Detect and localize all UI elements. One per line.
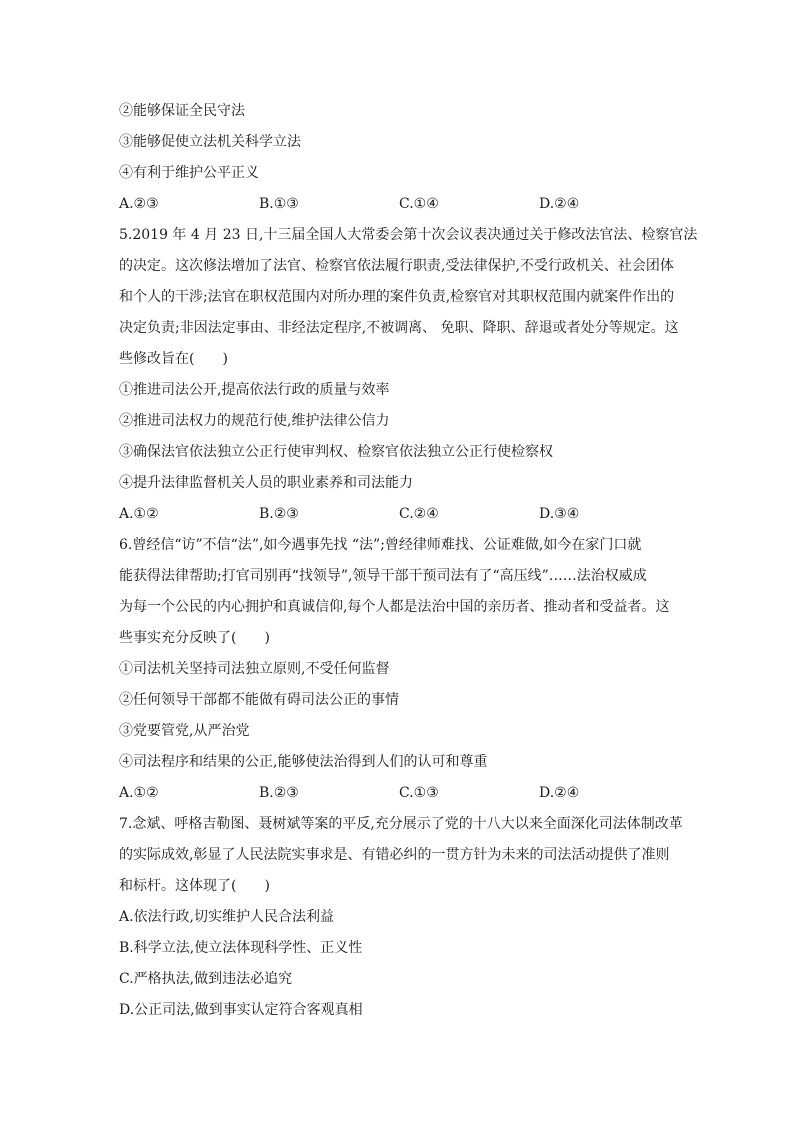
q6-option-a: A.①② [119,785,159,801]
q7-option-b: B.科学立法,使立法体现科学性、正义性 [119,940,363,956]
pre-options [119,189,679,220]
pre-item-3: ③能够促使立法机关科学立法 [119,134,301,150]
q5-option-b: B.②③ [259,506,299,522]
pre-option-d: D.②④ [539,196,580,212]
q5-stem-line: 和个人的干涉;法官在职权范围内对所办理的案件负责,检察官对其职权范围内就案件作出的 [119,289,675,305]
q7-stem [119,809,683,902]
q6-stem-line: 能获得法律帮助;打官司别再“找领导”,领导干部干预司法有了“高压线”……法治权威成 [119,568,647,584]
q7-stem-line: 的实际成效,彰显了人民法院实事求是、有错必纠的一贯方针为未来的司法活动提供了准则 [119,847,670,863]
q5-stem-line: 些修改旨在( ) [119,351,228,367]
q5-item-2: ②推进司法权力的规范行使,维护法律公信力 [119,413,390,429]
q6-option-c: C.①③ [399,785,439,801]
q6-option-b: B.②③ [259,785,299,801]
q7-stem-line: 和标杆。这体现了( ) [119,878,270,894]
document-page [119,96,698,1026]
q5-item-4: ④提升法律监督机关人员的职业素养和司法能力 [119,475,413,491]
q5-option-d: D.③④ [539,506,580,522]
q5-option-a: A.①② [119,506,159,522]
q5-stem-line: 的决定。这次修法增加了法官、检察官依法履行职责,受法律保护,不受行政机关、社会团体 [119,258,674,274]
q6-stem [119,530,679,654]
q6-stem-line: 为每一个公民的内心拥护和真诚信仰,每个人都是法治中国的亲历者、推动者和受益者。这 [119,599,670,615]
q6-item-1: ①司法机关坚持司法独立原则,不受任何监督 [119,661,390,677]
pre-option-b: B.①③ [259,196,299,212]
q5-stem-line: 5.2019 年 4 月 23 日,十三届全国人大常委会第十次会议表决通过关于修改法官法、检察官法 [119,227,698,243]
q6-stem-line: 些事实充分反映了( ) [119,630,270,646]
q7-stem-line: 7.念斌、呼格吉勒图、聂树斌等案的平反,充分展示了党的十八大以来全面深化司法体制改革 [119,816,683,832]
pre-option-c: C.①④ [399,196,439,212]
pre-option-a: A.②③ [119,196,159,212]
q7-option-a: A.依法行政,切实维护人民合法利益 [119,909,335,925]
q7-option-c: C.严格执法,做到违法必追究 [119,971,293,987]
q6-stem-line: 6.曾经信“访”不信“法”,如今遇事先找 “法”;曾经律师难找、公证难做,如今在家门口就 [119,537,642,553]
q6-options [119,778,679,809]
pre-item-2: ②能够保证全民守法 [119,103,245,119]
q6-item-3: ③党要管党,从严治党 [119,723,250,739]
q6-item-4: ④司法程序和结果的公正,能够使法治得到人们的认可和尊重 [119,754,488,770]
q6-item-2: ②任何领导干部都不能做有碍司法公正的事情 [119,692,399,708]
q5-options [119,499,679,530]
q6-option-d: D.②④ [539,785,580,801]
q5-stem [119,220,698,375]
q7-option-d: D.公正司法,做到事实认定符合客观真相 [119,1002,363,1018]
q5-option-c: C.②④ [399,506,439,522]
q5-stem-line: 决定负责;非因法定事由、非经法定程序,不被调离、 免职、降职、辞退或者处分等规定。这 [119,320,679,336]
pre-item-4: ④有利于维护公平正义 [119,165,259,181]
q5-item-1: ①推进司法公开,提高依法行政的质量与效率 [119,382,390,398]
q5-item-3: ③确保法官依法独立公正行使审判权、检察官依法独立公正行使检察权 [119,444,553,460]
